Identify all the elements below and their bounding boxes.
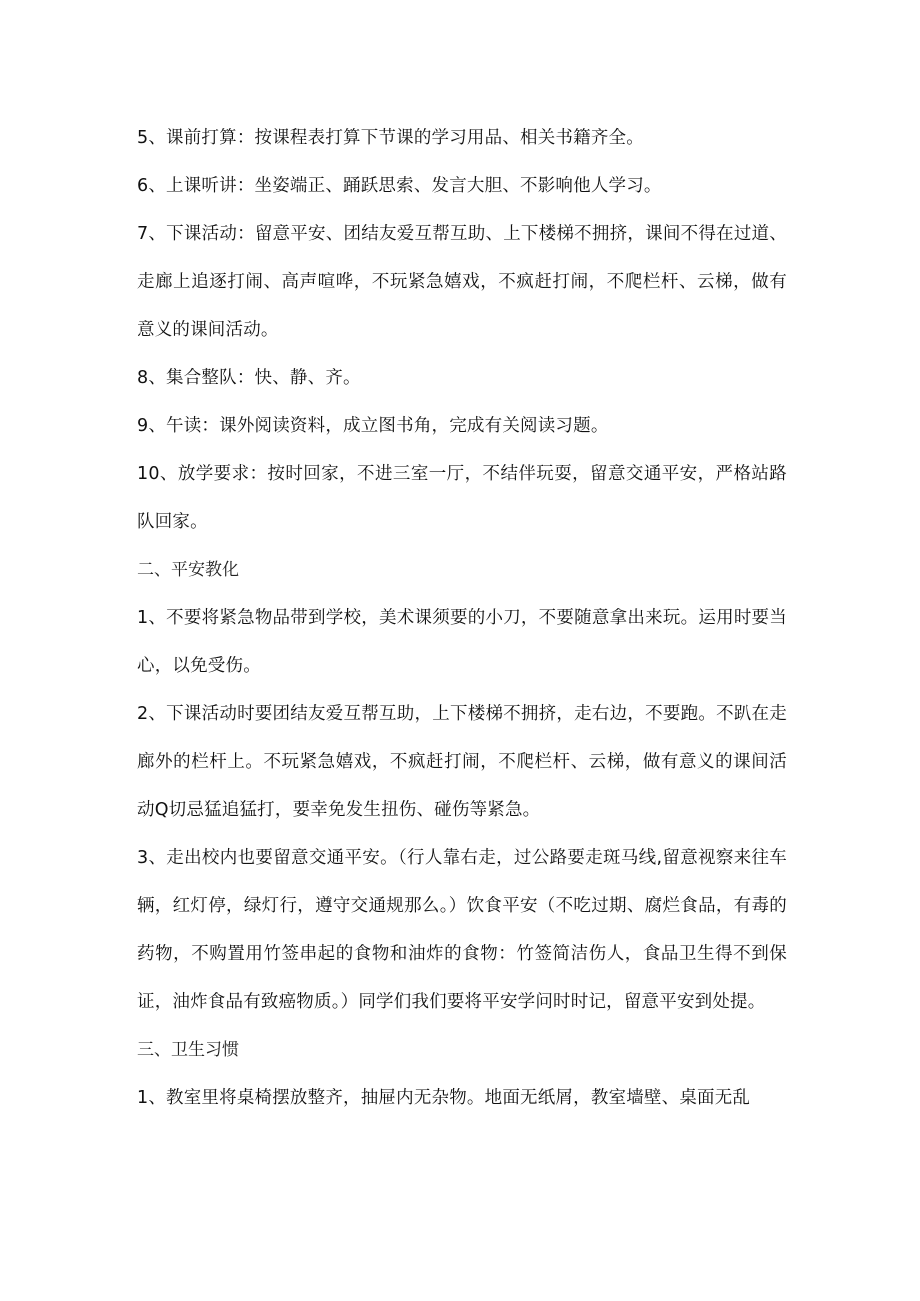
document-body (137, 114, 787, 1122)
rule-item-10: 10、放学要求：按时回家，不进三室一厅，不结伴玩耍，留意交通平安，严格站路队回家。 (137, 464, 787, 532)
rule-item-6: 6、上课听讲：坐姿端正、踊跃思索、发言大胆、不影响他人学习。 (137, 176, 662, 196)
safety-item-3: 3、走出校内也要留意交通平安。（行人靠右走，过公路要走斑马线,留意视察来往车辆，红灯停，绿灯行，遵守交通规那么。）饮食平安（不吃过期、腐烂食品，有毒的药物，不购置用竹签串起的食物和油炸的食物：竹签简洁伤人，食品卫生得不到保证，油炸食品有致癌物质。）同学们我们要将平安学问时时记，留意平安到处提。 (137, 848, 787, 1012)
safety-item-2: 2、下课活动时要团结友爱互帮互助，上下楼梯不拥挤，走右边，不要跑。不趴在走廊外的栏杆上。不玩紧急嬉戏，不疯赶打闹，不爬栏杆、云梯，做有意义的课间活动Q切忌猛追猛打，要幸免发生扭伤、碰伤等紧急。 (137, 704, 787, 820)
section-heading-hygiene: 三、卫生习惯 (137, 1040, 239, 1060)
safety-item-1: 1、不要将紧急物品带到学校，美术课须要的小刀，不要随意拿出来玩。运用时要当心，以免受伤。 (137, 608, 787, 676)
hygiene-item-1: 1、教室里将桌椅摆放整齐，抽屉内无杂物。地面无纸屑，教室墙壁、桌面无乱 (137, 1088, 751, 1108)
rule-item-9: 9、午读：课外阅读资料，成立图书角，完成有关阅读习题。 (137, 416, 609, 436)
section-heading-safety: 二、平安教化 (137, 560, 239, 580)
rule-item-7: 7、下课活动：留意平安、团结友爱互帮互助、上下楼梯不拥挤，课间不得在过道、走廊上追逐打闹、高声喧哗，不玩紧急嬉戏，不疯赶打闹，不爬栏杆、云梯，做有意义的课间活动。 (137, 224, 787, 340)
rule-item-5: 5、课前打算：按课程表打算下节课的学习用品、相关书籍齐全。 (137, 128, 644, 148)
rule-item-8: 8、集合整队：快、静、齐。 (137, 368, 361, 388)
